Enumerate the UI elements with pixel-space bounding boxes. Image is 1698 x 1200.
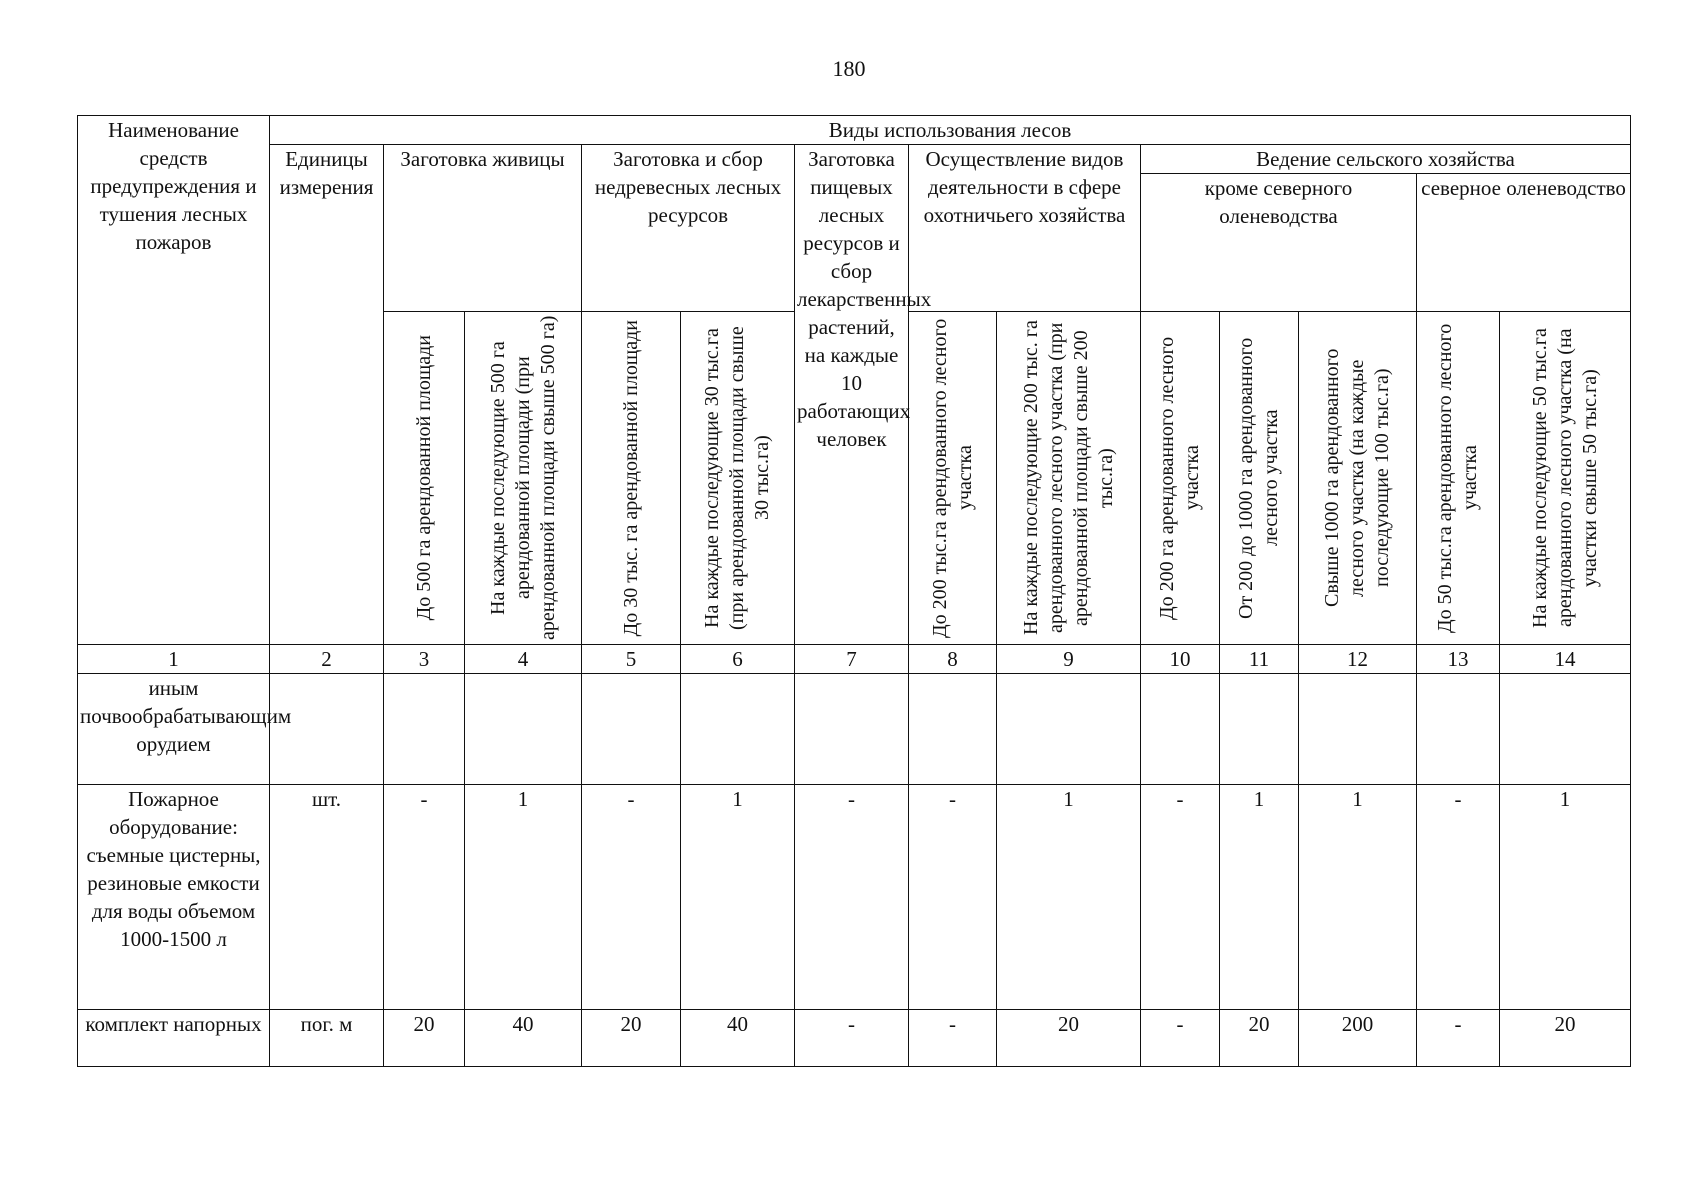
row-value xyxy=(1500,674,1631,785)
table-row xyxy=(78,674,1631,785)
subheader-col-11-text: От 200 до 1000 га арендованного лесного участка xyxy=(1235,337,1282,619)
header-hunting: Осуществление видов деятельности в сфере охотничьего хозяйства xyxy=(909,145,1141,312)
header-name-column: Наименование средств предупреждения и тушения лесных пожаров xyxy=(78,116,270,645)
table-row xyxy=(78,785,1631,1010)
row-value xyxy=(582,674,681,785)
subheader-col-11 xyxy=(1220,312,1299,645)
column-number: 5 xyxy=(582,645,681,674)
header-food-resources: Заготовка пищевых лесных ресурсов и сбор лекарственных растений, на каждые 10 работающих человек xyxy=(795,145,909,645)
column-number: 4 xyxy=(465,645,582,674)
row-value: 20 xyxy=(582,1010,681,1067)
row-value: 1 xyxy=(681,785,795,1010)
column-number: 3 xyxy=(384,645,465,674)
table-row xyxy=(78,1010,1631,1067)
row-value: - xyxy=(795,785,909,1010)
subheader-col-8-text: До 200 тыс.га арендованного лесного участка xyxy=(928,318,976,638)
header-unit-column: Единицы измерения xyxy=(270,145,384,645)
row-value: 40 xyxy=(681,1010,795,1067)
column-number: 7 xyxy=(795,645,909,674)
subheader-col-3 xyxy=(384,312,465,645)
column-number: 8 xyxy=(909,645,997,674)
header-reindeer: северное оленеводство xyxy=(1417,174,1631,312)
subheader-col-6 xyxy=(681,312,795,645)
subheader-col-12-text: Свыше 1000 га арендованного лесного участка (на каждые последующие 100 тыс.га) xyxy=(1321,348,1393,608)
header-forest-use: Виды использования лесов xyxy=(270,116,1631,145)
column-number: 1 xyxy=(78,645,270,674)
row-value: 200 xyxy=(1299,1010,1417,1067)
row-value xyxy=(384,674,465,785)
row-unit: шт. xyxy=(270,785,384,1010)
subheader-col-13-text: До 50 тыс.га арендованного лесного участка xyxy=(1434,323,1481,633)
row-value: 20 xyxy=(1500,1010,1631,1067)
column-number: 10 xyxy=(1141,645,1220,674)
subheader-col-6-text: На каждые последующие 30 тыс.га (при арендованной площади свыше 30 тыс.га) xyxy=(701,326,773,630)
subheader-col-4-text: На каждые последующие 500 га арендованной площади (при арендованной площади свыше 500 га) xyxy=(486,315,559,641)
row-value: 1 xyxy=(997,785,1141,1010)
row-name: иным почвообрабатывающим орудием xyxy=(78,674,270,785)
subheader-col-3-text: До 500 га арендованной площади xyxy=(412,335,435,621)
row-value: - xyxy=(909,785,997,1010)
subheader-col-14 xyxy=(1500,312,1631,645)
column-number: 9 xyxy=(997,645,1141,674)
row-value: - xyxy=(1417,1010,1500,1067)
forest-fire-equipment-table xyxy=(77,115,1631,1067)
row-value: 20 xyxy=(384,1010,465,1067)
header-except-reindeer: кроме северного оленеводства xyxy=(1141,174,1417,312)
row-value: 1 xyxy=(1220,785,1299,1010)
row-value: - xyxy=(909,1010,997,1067)
header-nontimber: Заготовка и сбор недревесных лесных ресурсов xyxy=(582,145,795,312)
row-value: - xyxy=(795,1010,909,1067)
row-value xyxy=(997,674,1141,785)
page-number: 180 xyxy=(832,56,866,81)
row-value xyxy=(795,674,909,785)
subheader-col-14-text: На каждые последующие 50 тыс.га арендованного лесного участка (на участки свыше 50 тыс.га) xyxy=(1528,328,1601,628)
row-value xyxy=(1417,674,1500,785)
subheader-col-13 xyxy=(1417,312,1500,645)
row-value xyxy=(681,674,795,785)
subheader-col-10-text: До 200 га арендованного лесного участка xyxy=(1156,336,1203,620)
row-value xyxy=(1141,674,1220,785)
row-value: 1 xyxy=(1299,785,1417,1010)
column-number: 2 xyxy=(270,645,384,674)
column-number: 12 xyxy=(1299,645,1417,674)
header-resin: Заготовка живицы xyxy=(384,145,582,312)
row-value: 20 xyxy=(1220,1010,1299,1067)
subheader-col-12 xyxy=(1299,312,1417,645)
subheader-col-9 xyxy=(997,312,1141,645)
row-value: 1 xyxy=(465,785,582,1010)
column-number: 11 xyxy=(1220,645,1299,674)
row-name: комплект напорных xyxy=(78,1010,270,1067)
row-value xyxy=(909,674,997,785)
row-name: Пожарное оборудование: съемные цистерны, резиновые емкости для воды объемом 1000-1500 л xyxy=(78,785,270,1010)
row-value: - xyxy=(582,785,681,1010)
row-value xyxy=(1299,674,1417,785)
row-unit: пог. м xyxy=(270,1010,384,1067)
row-unit xyxy=(270,674,384,785)
row-value: - xyxy=(384,785,465,1010)
column-numbers-row xyxy=(78,645,1631,674)
subheader-col-4 xyxy=(465,312,582,645)
subheader-col-5 xyxy=(582,312,681,645)
subheader-col-10 xyxy=(1141,312,1220,645)
row-value: 1 xyxy=(1500,785,1631,1010)
row-value xyxy=(465,674,582,785)
column-number: 13 xyxy=(1417,645,1500,674)
row-value: 40 xyxy=(465,1010,582,1067)
header-agriculture: Ведение сельского хозяйства xyxy=(1141,145,1631,174)
row-value: - xyxy=(1141,1010,1220,1067)
row-value: - xyxy=(1141,785,1220,1010)
column-number: 6 xyxy=(681,645,795,674)
row-value xyxy=(1220,674,1299,785)
subheader-col-5-text: До 30 тыс. га арендованной площади xyxy=(619,319,642,637)
row-value: - xyxy=(1417,785,1500,1010)
row-value: 20 xyxy=(997,1010,1141,1067)
subheader-col-9-text: На каждые последующие 200 тыс. га арендованного лесного участка (при арендованной площади свыше 200 тыс.га) xyxy=(1019,320,1117,636)
subheader-col-8 xyxy=(909,312,997,645)
column-number: 14 xyxy=(1500,645,1631,674)
